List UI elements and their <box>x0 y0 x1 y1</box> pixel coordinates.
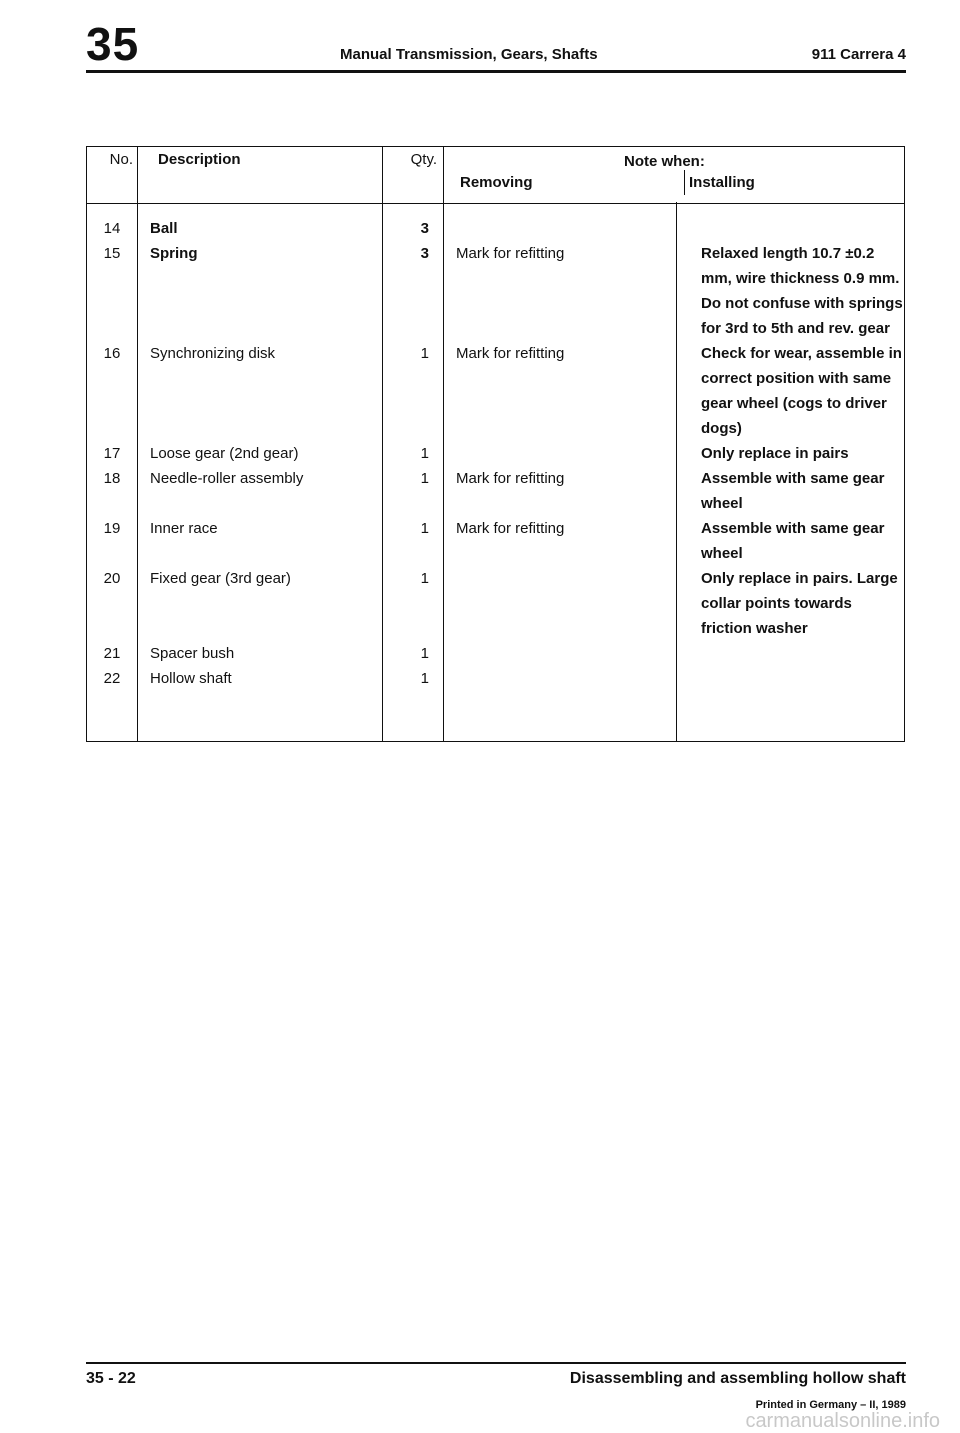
row-installing <box>677 666 905 742</box>
header-note-when: Note when: <box>624 153 705 170</box>
row-installing: Check for wear, assemble in correct position with same gear wheel (cogs to driver dogs) <box>677 341 905 441</box>
table-row <box>87 341 905 441</box>
row-no: 14 <box>87 202 138 241</box>
parts-table <box>86 146 905 204</box>
row-qty: 1 <box>383 516 444 566</box>
row-removing <box>444 641 677 666</box>
section-title: Disassembling and assembling hollow shaft <box>569 1370 906 1387</box>
row-no: 16 <box>87 341 138 441</box>
table-row <box>87 241 905 341</box>
row-description: Fixed gear (3rd gear) <box>138 566 383 641</box>
row-installing <box>677 202 905 241</box>
row-installing: Only replace in pairs. Large collar points towards friction washer <box>677 566 905 641</box>
row-installing: Assemble with same gear wheel <box>677 466 905 516</box>
chapter-number: 35 <box>86 18 140 70</box>
header-installing: Installing <box>684 170 755 195</box>
row-description: Loose gear (2nd gear) <box>138 441 383 466</box>
row-description: Needle-roller assembly <box>138 466 383 516</box>
row-no: 21 <box>87 641 138 666</box>
header-no: No. <box>87 147 138 204</box>
row-removing <box>444 202 677 241</box>
row-qty: 1 <box>383 641 444 666</box>
header-title: Manual Transmission, Gears, Shafts <box>340 46 598 63</box>
row-removing: Mark for refitting <box>444 516 677 566</box>
row-removing: Mark for refitting <box>444 341 677 441</box>
row-no: 18 <box>87 466 138 516</box>
row-description: Ball <box>138 202 383 241</box>
row-no: 15 <box>87 241 138 341</box>
header-qty: Qty. <box>383 147 444 204</box>
row-no: 22 <box>87 666 138 742</box>
row-description: Synchronizing disk <box>138 341 383 441</box>
table-row <box>87 666 905 742</box>
row-installing <box>677 641 905 666</box>
row-no: 20 <box>87 566 138 641</box>
page-number: 35 - 22 <box>86 1370 136 1387</box>
row-installing: Assemble with same gear wheel <box>677 516 905 566</box>
row-removing: Mark for refitting <box>444 241 677 341</box>
row-qty: 1 <box>383 666 444 742</box>
header-removing: Removing <box>460 174 533 191</box>
row-qty: 1 <box>383 566 444 641</box>
row-description: Hollow shaft <box>138 666 383 742</box>
row-qty: 1 <box>383 341 444 441</box>
footer-rule <box>86 1362 906 1364</box>
row-qty: 1 <box>383 466 444 516</box>
print-info: Printed in Germany – II, 1989 <box>755 1399 906 1411</box>
row-removing: Mark for refitting <box>444 466 677 516</box>
row-no: 19 <box>87 516 138 566</box>
parts-table-body <box>86 202 905 742</box>
watermark: carmanualsonline.info <box>745 1410 940 1432</box>
row-removing <box>444 666 677 742</box>
table-row <box>87 441 905 466</box>
header-note <box>444 147 905 204</box>
row-installing: Relaxed length 10.7 ±0.2 mm, wire thickness 0.9 mm. Do not confuse with springs for 3rd to 5th and rev. gear <box>677 241 905 341</box>
row-qty: 1 <box>383 441 444 466</box>
table-row <box>87 566 905 641</box>
header-model: 911 Carrera 4 <box>811 46 906 63</box>
row-removing <box>444 566 677 641</box>
row-qty: 3 <box>383 202 444 241</box>
row-description: Spring <box>138 241 383 341</box>
row-description: Inner race <box>138 516 383 566</box>
table-header-row <box>87 147 905 204</box>
table-row <box>87 516 905 566</box>
row-installing: Only replace in pairs <box>677 441 905 466</box>
table-row <box>87 202 905 241</box>
header-rule <box>86 70 906 73</box>
table-row <box>87 641 905 666</box>
table-row <box>87 466 905 516</box>
row-no: 17 <box>87 441 138 466</box>
header-description: Description <box>138 147 383 204</box>
row-removing <box>444 441 677 466</box>
row-description: Spacer bush <box>138 641 383 666</box>
row-qty: 3 <box>383 241 444 341</box>
